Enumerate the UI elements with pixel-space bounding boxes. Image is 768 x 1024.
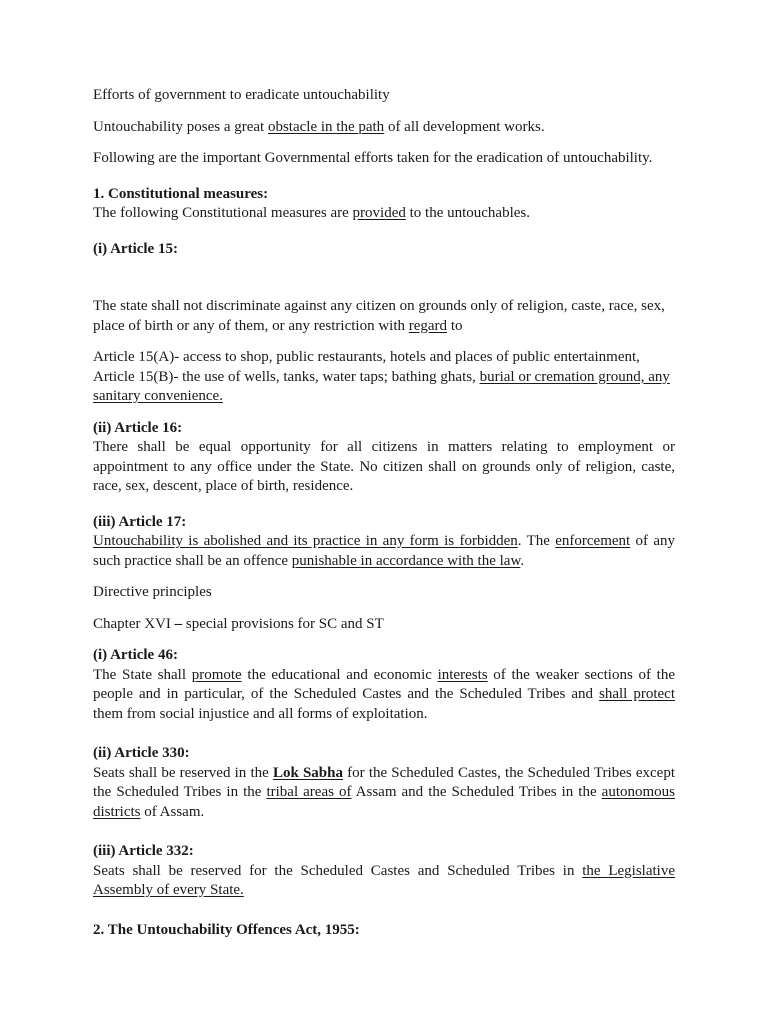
article-330-body: Seats shall be reserved in the Lok Sabha for the Scheduled Castes, the Scheduled Tribes except the Scheduled Tribes in the tribal areas of Assam and the Scheduled Tribes in the autonomous districts of Assam. <box>93 764 676 820</box>
intro-paragraph: Untouchability poses a great obstacle in the path of all development works. <box>93 118 545 135</box>
article-46-heading: (i) Article 46: <box>93 647 178 663</box>
underlined-text: regard <box>408 317 448 334</box>
chapter-line: Chapter XVI – special provisions for SC and ST <box>93 615 384 632</box>
section-heading: 2. The Untouchability Offences Act, 1955: <box>93 921 360 938</box>
underlined-text: Untouchability is abolished and its practice in any form is forbidden <box>93 533 518 549</box>
directive-principles: Directive principles <box>93 584 212 600</box>
underlined-text: provided <box>352 205 406 221</box>
article-16-heading: (ii) Article 16: <box>93 419 183 436</box>
article-15a: Article 15(A)- access to shop, public restaurants, hotels and places of public entertainment, <box>93 349 640 365</box>
underlined-text: tribal areas of <box>266 784 352 800</box>
document-page <box>93 86 675 940</box>
underlined-text: promote <box>191 666 242 683</box>
underlined-text: Lok Sabha <box>272 764 343 781</box>
article-15-heading: (i) Article 15: <box>93 240 178 257</box>
underlined-text: autonomous districts <box>93 784 675 820</box>
article-330-heading: (ii) Article 330: <box>93 745 190 761</box>
underlined-text: enforcement <box>555 533 631 549</box>
article-17-body: Untouchability is abolished and its practice in any form is forbidden. The enforcement of any such practice shall be an offence punishable in accordance with the law. <box>93 533 675 569</box>
article-15-body: The state shall not discriminate against any citizen on grounds only of religion, caste, race, sex, place of birth or any of them, or any restriction with regard to <box>93 298 665 334</box>
section-heading: 1. Constitutional measures: <box>93 185 269 202</box>
underlined-text: interests <box>437 666 488 683</box>
article-16-body: There shall be equal opportunity for all citizens in matters relating to employment or appointment to any office under the State. No citizen shall on grounds only of religion, caste, race, sex, descent, place of birth, residence. <box>93 439 675 494</box>
article-15b: Article 15(B)- the use of wells, tanks, water taps; bathing ghats, burial or cremation ground, any sanitary convenience. <box>93 368 670 404</box>
section-intro: The following Constitutional measures are provided to the untouchables. <box>93 205 530 221</box>
article-332-body: Seats shall be reserved for the Scheduled Castes and Scheduled Tribes in the Legislative Assembly of every State. <box>93 862 675 898</box>
underlined-text: shall protect <box>599 686 675 702</box>
underlined-text: burial or cremation ground, any sanitary convenience. <box>93 368 670 404</box>
underlined-text: the Legislative Assembly of every State. <box>93 862 675 898</box>
article-46-body: The State shall promote the educational and economic interests of the weaker sections of the people and in particular, of the Scheduled Castes and the Scheduled Tribes and shall protect them from social injustice and all forms of exploitation. <box>93 666 675 722</box>
doc-title: Efforts of government to eradicate untouchability <box>93 87 390 103</box>
intro-paragraph-2: Following are the important Governmental efforts taken for the eradication of untouchability. <box>93 150 653 166</box>
underlined-text: punishable in accordance with the law <box>291 552 521 569</box>
article-332-heading: (iii) Article 332: <box>93 843 194 859</box>
underlined-text: obstacle in the path <box>267 118 385 135</box>
article-17-heading: (iii) Article 17: <box>93 513 187 530</box>
